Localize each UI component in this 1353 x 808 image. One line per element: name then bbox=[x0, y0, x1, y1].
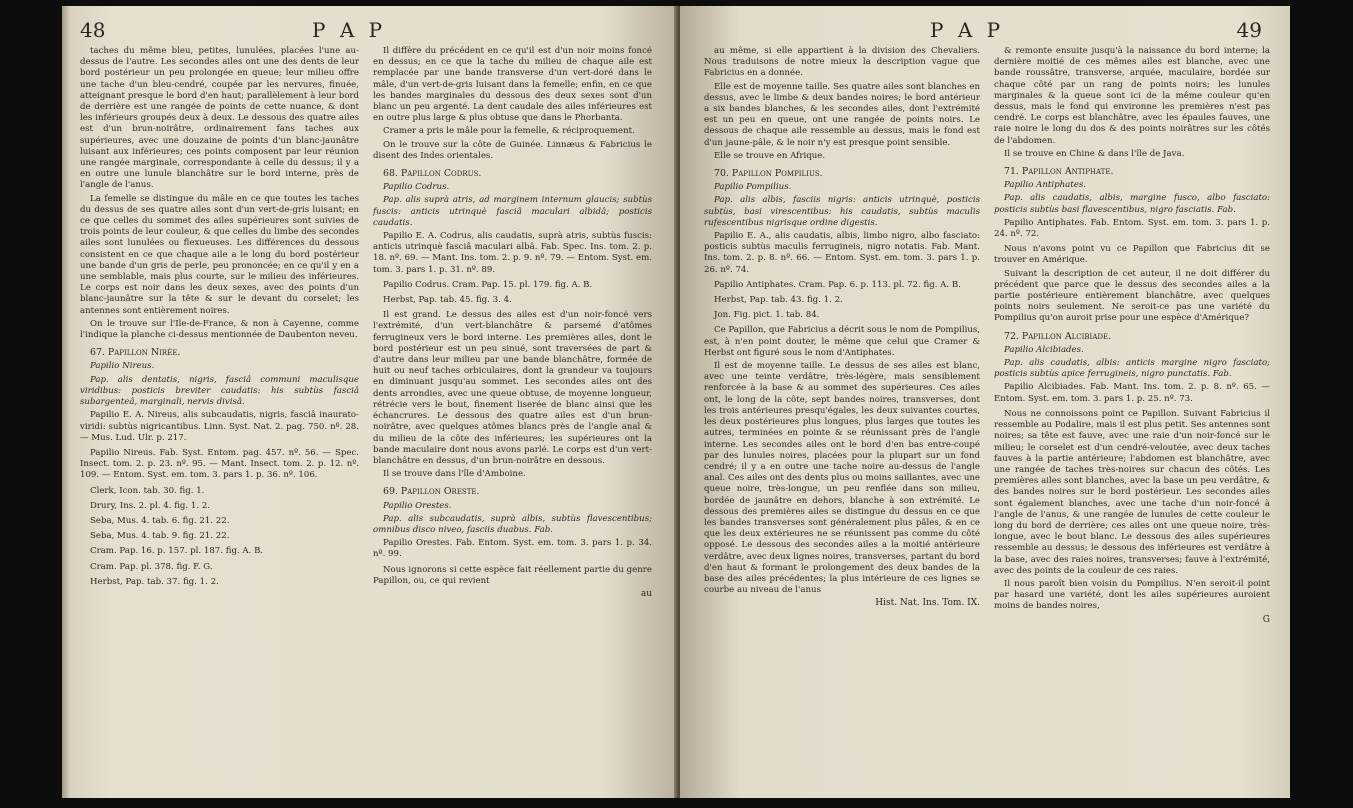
latin-diagnosis: Pap. alis suprà atris, ad marginem internum glaucis; subtùs fuscis: anticis utrinquè fasciâ maculari albidâ; posticis caudatis. bbox=[373, 195, 652, 228]
species-heading: 67. Papillon Nirée. bbox=[90, 347, 181, 359]
species-heading: 69. Papillon Oreste. bbox=[383, 486, 480, 498]
body-paragraph: Ce Papillon, que Fabricius a décrit sous le nom de Pompilius, est, à n'en point douter, le même que celui que Cramer & Herbst ont figuré sous le nom d'Antiphates. bbox=[704, 325, 980, 358]
bibliographic-reference: Papilio Antiphates. Fab. Entom. Syst. em. tom. 3. pars 1. p. 24. nº. 72. bbox=[994, 217, 1270, 240]
body-paragraph: Il est grand. Le dessus des ailes est d'un noir-foncé vers l'extrémité, d'un vert-blanchâtre & parsemé d'atômes ferrugineux vers le bord interne. Les premières ailes, dont le bord postérieur est un peu sinué, sont traversées de part & d'autre dans leur milieu par une bande blanchâtre, formée de huit ou neuf taches orbiculaires, dont la grandeur va toujours en diminuant jusqu'au sommet. Les secondes ailes ont des dents arrondies, avec une queue obtuse, de moyenne longueur, rétrécie vers le bout, finement liserée de blanc ainsi que les échancrures. Le dessous des quatre ailes est d'un brun-noirâtre, avec quelques atômes blancs près de l'angle anal & du milieu de la côte des inférieures; les supérieures ont la bande maculaire dont nous avons parlé. Le corps est d'un vert-blanchâtre en dessus, d'un brun-noirâtre en dessous. bbox=[373, 310, 652, 466]
species-heading: 70. Papillon Pompilius. bbox=[714, 168, 823, 180]
bibliographic-reference: Herbst, Pap. tab. 43. fig. 1. 2. bbox=[714, 295, 843, 306]
latin-diagnosis: Papilio Alcibiades. bbox=[1004, 344, 1084, 355]
body-paragraph: Il est de moyenne taille. Le dessus de ses ailes est blanc, avec une teinte verdâtre, très-légère, mais sensiblement renforcée à la base & au sommet des supérieures. Ces ailes ont, le long de la côte, sept bandes noires, transverses, dont les trois antérieures presqu'égales, les deux suivantes courtes, les deux postérieures plus longues, plus larges que toutes les autres, terminées en pointe & se réunissant près de l'angle interne. Les secondes ailes ont le bord d'en bas entre-coupé par des lunules noires, placées pour la plupart sur un fond cendré; il y a en outre une tache noire au-dessus de l'angle anal. Ces ailes ont des dents plus ou moins saillantes, avec une queue noire, très-longue, un peu renflée dans son milieu, bordée de jaunâtre en dehors, blanche à son extrémité. Le dessous des premières ailes se distingue du dessus en ce que les bandes transverses sont généralement plus pâles, & en ce que les deux extérieures ne se réunissent pas comme du côté opposé. Le dessous des secondes ailes a la moitié antérieure verdâtre, avec deux lignes noires, transverses, partant du bord d'en haut & formant le prolongement des deux bandes de la base des ailes précédentes; la plus intérieure de ces lignes se courbe au niveau de l'anus bbox=[704, 361, 980, 596]
body-paragraph: On le trouve sur l'Ile-de-France, & non à Cayenne, comme l'indique la planche ci-dessus mentionnée de Daubenton neveu. bbox=[80, 318, 359, 341]
body-paragraph: On le trouve sur la côte de Guinée. Linnæus & Fabricius le disent des Indes orientales. bbox=[373, 139, 652, 161]
body-paragraph: Nous n'avons point vu ce Papillon que Fabricius dit se trouver en Amérique. bbox=[994, 244, 1270, 266]
catchword: G bbox=[1262, 614, 1270, 625]
latin-diagnosis: Papilio Codrus. bbox=[383, 182, 450, 193]
running-title: P A P bbox=[312, 18, 387, 42]
running-head-left bbox=[62, 18, 678, 42]
body-paragraph: taches du même bleu, petites, lunulées, placées l'une au-dessus de l'autre. Les secondes ailes ont une des dents de leur bord postérieur un peu prolongée en queue; leur milieu offre une tache d'un bleu-cendré, coupée par les nervures, finuée, atteignant presque le bord d'en haut; parallèlement à leur bord de derrière est une rangée de points de cette nuance, & dont les inférieurs groupés deux à deux. Le dessous des quatre ailes est d'un brun-noirâtre, ordinairement fans taches aux supérieures, avec une douzaine de points d'un blanc-jaunâtre luisant aux inférieures; ces points composent par leur réunion une rangée marginale, correspondante à celle du dessus; il y a en outre une lunule blanchâtre sur le bord interne, près de l'angle de l'anus. bbox=[80, 46, 359, 191]
body-paragraph: Suivant la description de cet auteur, il ne doit différer du précédent que parce que le dessus des secondes ailes a la partie postérieure entièrement blanchâtre, avec quelques points noirs seulement. Ne seroit-ce pas une variété du Pompilius qu'on auroit prise pour une espèce d'Amérique? bbox=[994, 268, 1270, 324]
right-column-1 bbox=[704, 46, 980, 786]
running-title: P A P bbox=[930, 18, 1005, 42]
bibliographic-reference: Papilio E. A. Nireus, alis subcaudatis, nigris, fasciâ inaurato-viridi: subtùs nigricantibus. Linn. Syst. Nat. 2. pag. 750. nº. 28. — Mus. Lud. Ulr. p. 217. bbox=[80, 410, 359, 443]
body-paragraph: Elle se trouve en Afrique. bbox=[714, 150, 826, 161]
book-spread bbox=[62, 6, 1290, 798]
running-head-right bbox=[680, 18, 1290, 42]
catchword: Hist. Nat. Ins. Tom. IX. bbox=[875, 598, 980, 609]
page-edge-shadow bbox=[62, 6, 70, 798]
bibliographic-reference: Clerk, Icon. tab. 30. fig. 1. bbox=[90, 485, 205, 496]
body-paragraph: Nous ne connoissons point ce Papillon. Suivant Fabricius il ressemble au Podalire, mais il est plus petit. Ses antennes sont noires; sa tête est fauve, avec une raie d'un noir-foncé sur le milieu; le corselet est d'un cendré-veloutée, avec deux taches fauves à la partie antérieure; l'abdomen est blanchâtre, avec une rangée de taches très-noires sur chacun des côtés. Les premières ailes sont blanches, avec la base un peu verdâtre, & des bandes noires sur le bord postérieur. Les secondes ailes sont également blanches, avec une tache d'un noir-foncé à l'angle de l'anus, & une rangée de lunules de cette couleur le long du bord de derrière; ces ailes ont une queue noire, très-longue, avec le bout blanc. Le dessous des ailes supérieures ressemble au dessus; le dessous des inférieures est verdâtre à la base, avec des raies noires, transverses; fauve à l'extrémité, avec des points de la couleur de ces raies. bbox=[994, 408, 1270, 576]
latin-diagnosis: Pap. alis caudatis, albis, margine fusco, albo fasciato: posticis subtùs basi flavescentibus, nigro fasciatis. Fab. bbox=[994, 193, 1270, 215]
body-paragraph: Il diffère du précédent en ce qu'il est d'un noir moins foncé en dessus; en ce que la tache du milieu de chaque aile est remplacée par une bande transverse d'un vert-doré dans le mâle, d'un vert-de-gris luisant dans la femelle; enfin, en ce que les bandes marginales du dessous des deux sexes sont d'un blanc un peu argenté. La dent caudale des ailes inférieures est en outre plus large & plus obtuse que dans le Phorbanta. bbox=[373, 46, 652, 124]
latin-diagnosis: Papilio Antiphates. bbox=[1004, 180, 1086, 191]
bibliographic-reference: Cram. Pap. 16. p. 157. pl. 187. fig. A. B. bbox=[90, 546, 264, 557]
bibliographic-reference: Cram. Pap. pl. 378. fig. F. G. bbox=[90, 561, 213, 572]
left-column-1 bbox=[80, 46, 359, 786]
body-paragraph: Cramer a pris le mâle pour la femelle, & réciproquement. bbox=[383, 126, 635, 137]
left-page bbox=[62, 6, 678, 798]
body-paragraph: Il nous paroît bien voisin du Pompilius. N'en seroit-il point par hasard une variété, dont les ailes supérieures auroient moins de bandes noires, bbox=[994, 578, 1270, 612]
page-number: 48 bbox=[80, 18, 106, 42]
bibliographic-reference: Papilio Orestes. Fab. Entom. Syst. em. tom. 3. pars 1. p. 34. nº. 99. bbox=[373, 538, 652, 560]
bibliographic-reference: Seba, Mus. 4. tab. 9. fig. 21. 22. bbox=[90, 531, 230, 542]
body-paragraph: Elle est de moyenne taille. Ses quatre ailes sont blanches en dessus, avec le limbe & deux bandes noires; le bord antérieur a six bandes blanches, & les secondes ailes, dont l'extrémité est un peu en queue, ont une rangée de points noirs. Le dessous de chaque aile ressemble au dessus, mais le fond est d'un jaune-pâle, & le noir n'y est presque point sensible. bbox=[704, 81, 980, 148]
bibliographic-reference: Papilio Nireus. Fab. Syst. Entom. pag. 457. nº. 56. — Spec. Insect. tom. 2. p. 23. nº. 95. — Mant. Insect. tom. 2. p. 12. nº. 109. — Entom. Syst. em. tom. 3. pars 1. p. 36. nº. 106. bbox=[80, 447, 359, 481]
bibliographic-reference: Papilio Alcibiades. Fab. Mant. Ins. tom. 2. p. 8. nº. 65. — Entom. Syst. em. tom. 3. pars 1. p. 25. nº. 73. bbox=[994, 382, 1270, 404]
page-number: 49 bbox=[1236, 18, 1262, 42]
bibliographic-reference: Herbst, Pap. tab. 37. fig. 1. 2. bbox=[90, 576, 219, 587]
body-paragraph: La femelle se distingue du mâle en ce que toutes les taches du dessus de ses quatre ailes sont d'un vert-de-gris luisant; en ce que celles du sommet des ailes supérieures sont suivies de trois points de leur couleur, & que celles du limbe des secondes ailes sont lunulées ou flexueuses. Les différences du dessous consistent en ce que chaque aile a le long du bord postérieur une bande d'un gris de perle, peu prononcée; en ce qu'il y en a une semblable, mais plus courte, sur le milieu des inférieures. Le corps est noir dans les deux sexes, avec des points d'un blanc-jaunâtre sur la tête & sur le devant du corselet; les antennes sont entièrement noires. bbox=[80, 193, 359, 316]
left-column-2 bbox=[373, 46, 652, 786]
bibliographic-reference: Jon. Fig. pict. 1. tab. 84. bbox=[714, 310, 820, 321]
latin-diagnosis: Papilio Nireus. bbox=[90, 361, 155, 372]
bibliographic-reference: Herbst, Pap. tab. 45. fig. 3. 4. bbox=[383, 295, 512, 306]
catchword: au bbox=[640, 588, 652, 599]
body-paragraph: Il se trouve dans l'île d'Amboine. bbox=[383, 469, 526, 480]
latin-diagnosis: Papilio Pompilius. bbox=[714, 182, 792, 193]
right-page bbox=[680, 6, 1290, 798]
latin-diagnosis: Pap. alis dentatis, nigris, fasciâ communi maculisque viridibus: posticis breviter caudatis: his subtùs fasciâ subargenteâ, marginali, nervis divisâ. bbox=[80, 374, 359, 408]
latin-diagnosis: Pap. alis subcaudatis, suprà albis, subtùs flavescentibus; omnibus disco niveo, fasciis duabus. Fab. bbox=[373, 513, 652, 535]
latin-diagnosis: Papilio Orestes. bbox=[383, 500, 452, 511]
body-paragraph: Nous ignorons si cette espèce fait réellement partie du genre Papillon, ou, ce qui revient bbox=[373, 564, 652, 586]
body-paragraph: au même, si elle appartient à la division des Chevaliers. Nous traduisons de notre mieux la description vague que Fabricius en a donnée. bbox=[704, 46, 980, 79]
bibliographic-reference: Papilio Codrus. Cram. Pap. 15. pl. 179. fig. A. B. bbox=[383, 279, 593, 290]
species-heading: 68. Papillon Codrus. bbox=[383, 168, 482, 180]
body-paragraph: & remonte ensuite jusqu'à la naissance du bord interne; la dernière moitié de ces mêmes ailes est blanche, avec une bande roussâtre, transverse, arquée, maculaire, bordée sur chaque côté par un rang de points noirs; les lunules marginales & la queue sont ici de la même couleur qu'en dessus, mais le fond qui environne les premières n'est pas cendré. Le corps est blanchâtre, avec les épaules fauves, une raie noire le long du dos & des points noirâtres sur les côtés de l'abdomen. bbox=[994, 46, 1270, 146]
latin-diagnosis: Pap. alis albis, fasciis nigris: anticis utrinquè, posticis subtùs, basi virescentibus: his caudatis, subtùs maculis rufescentibus nigrisque ordine digestis. bbox=[704, 195, 980, 228]
bibliographic-reference: Papilio E. A. Codrus, alis caudatis, suprà atris, subtùs fuscis: anticis utrinquè fasciâ maculari albâ. Fab. Spec. Ins. tom. 2. p. 18. nº. 69. — Mant. Ins. tom. 2. p. 9. nº. 79. — Entom. Syst. em. tom. 3. pars 1. p. 31. nº. 89. bbox=[373, 231, 652, 275]
body-paragraph: Il se trouve en Chine & dans l'île de Java. bbox=[1004, 148, 1185, 159]
bibliographic-reference: Drury, Ins. 2. pl. 4. fig. 1. 2. bbox=[90, 500, 211, 511]
bibliographic-reference: Seba, Mus. 4. tab. 6. fig. 21. 22. bbox=[90, 515, 230, 526]
species-heading: 72. Papillon Alcibiade. bbox=[1004, 330, 1112, 342]
right-column-2 bbox=[994, 46, 1270, 786]
bibliographic-reference: Papilio E. A., alis caudatis, albis, limbo nigro, albo fasciato: posticis subtùs maculis ferrugineis, nigro notatis. Fab. Mant. Ins. tom. 2. p. 8. nº. 66. — Entom. Syst. em. tom. 3. pars 1. p. 26. nº. 74. bbox=[704, 231, 980, 275]
bibliographic-reference: Papilio Antiphates. Cram. Pap. 6. p. 113. pl. 72. fig. A. B. bbox=[714, 279, 961, 290]
latin-diagnosis: Pap. alis caudatis, albis: anticis margine nigro fasciato; posticis subtùs apice ferrugineis, nigro punctatis. Fab. bbox=[994, 358, 1270, 380]
species-heading: 71. Papillon Antiphate. bbox=[1004, 166, 1114, 178]
